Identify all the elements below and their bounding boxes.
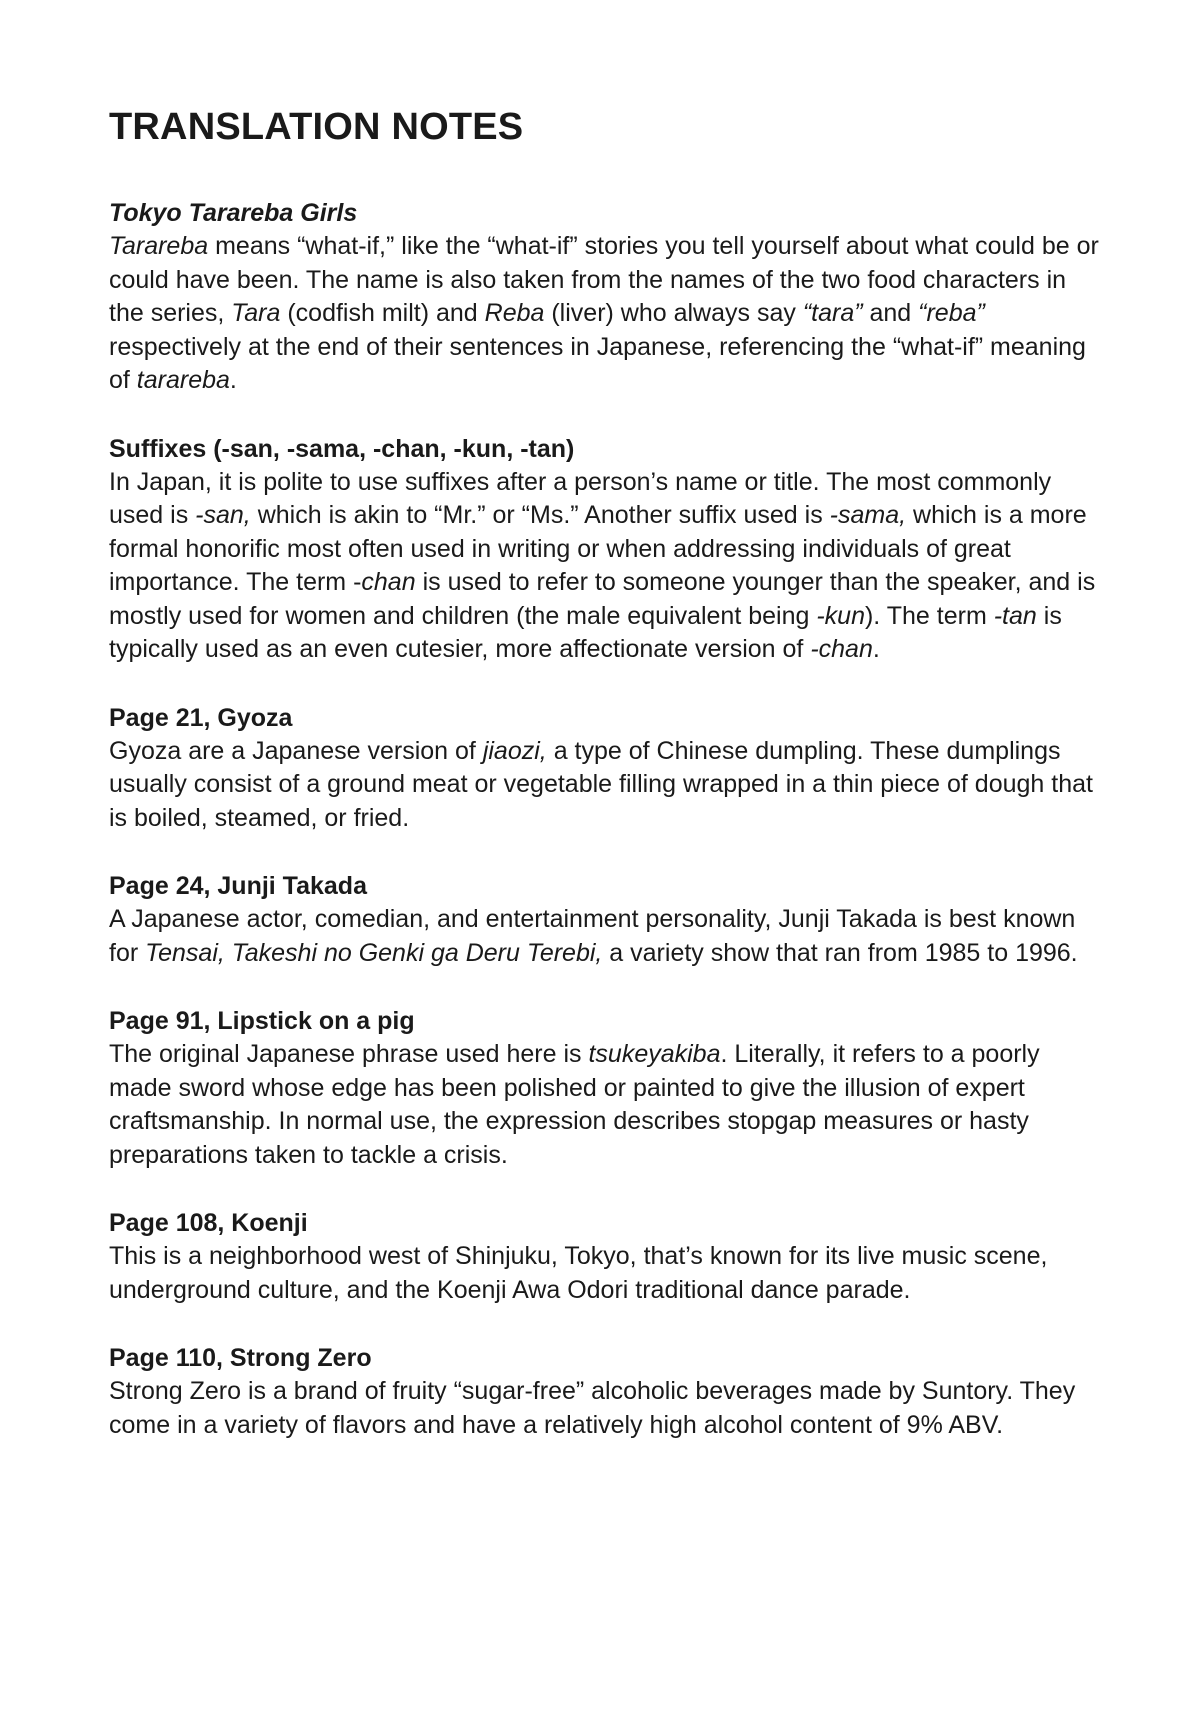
note-text: .	[229, 366, 237, 394]
note-text: which is akin to “Mr.” or “Ms.” Another suffix used is	[250, 501, 830, 529]
translation-note	[109, 1207, 1104, 1307]
note-text: Strong Zero is a brand of fruity “sugar-free” alcoholic beverages made by Suntory. They come in a variety of flavors and have a relatively high alcohol content of 9% ABV.	[109, 1377, 1076, 1439]
note-text: The original Japanese phrase used here is	[109, 1040, 589, 1068]
note-text: A Japanese actor, comedian, and entertainment personality, Junji Takada is best known for	[109, 905, 1076, 967]
note-text: which is a more formal honorific most often used in writing or when addressing individuals of great importance. The term -	[109, 501, 1087, 596]
note-heading: Page 110, Strong Zero	[109, 1344, 372, 1372]
note-body	[109, 903, 1104, 970]
note-term: -kun	[816, 601, 865, 630]
note-term: tsukeyakiba	[588, 1040, 721, 1068]
note-text: Gyoza are a Japanese version of	[109, 736, 483, 765]
note-term: -tan	[993, 601, 1037, 630]
translation-note	[109, 433, 1104, 667]
note-body	[109, 1240, 1104, 1307]
note-heading: Page 24, Junji Takada	[109, 872, 367, 900]
note-heading: Suffixes (-san, -sama, -chan, -kun, -tan)	[109, 434, 575, 463]
note-heading: Page 21, Gyoza	[109, 703, 293, 732]
note-term: “reba”	[918, 299, 985, 327]
note-text: is used to refer to someone younger than the speaker, and is mostly used for women and children (the male equivalent being	[109, 568, 1096, 630]
note-text: (codfish milt) and	[280, 299, 485, 327]
note-text: a type of Chinese dumpling. These dumplings usually consist of a ground meat or vegetable filling wrapped in a thin piece of dough that is boiled, steamed, or fried.	[109, 736, 1093, 832]
notes-list	[109, 197, 1104, 1442]
translation-note	[109, 1005, 1104, 1172]
note-text: ). The term	[864, 601, 994, 630]
note-text: (liver) who always say	[544, 299, 803, 327]
note-term: Reba	[484, 299, 545, 327]
translation-note	[109, 702, 1104, 836]
note-term: jiaozi,	[482, 736, 547, 765]
note-body	[109, 1038, 1104, 1172]
note-term: tarareba	[136, 366, 230, 394]
note-text: In Japan, it is polite to use suffixes after a person’s name or title. The most commonly used is	[109, 467, 1052, 529]
translation-note	[109, 870, 1104, 970]
page-title: TRANSLATION NOTES	[109, 106, 524, 148]
translation-note	[109, 1342, 1104, 1442]
note-heading: Page 91, Lipstick on a pig	[109, 1007, 415, 1035]
note-body	[109, 230, 1104, 398]
note-term: chan	[361, 568, 416, 596]
note-term: “tara”	[802, 299, 863, 327]
note-term: Tarareba	[109, 232, 209, 260]
note-text: and	[862, 299, 919, 327]
note-text: respectively at the end of their sentences in Japanese, referencing the “what-if” meaning of	[109, 332, 1086, 394]
note-text: This is a neighborhood west of Shinjuku, Tokyo, that’s known for its live music scene, underground culture, and the Koenji Awa Odori traditional dance parade.	[109, 1242, 1048, 1304]
note-text: . Literally, it refers to a poorly made sword whose edge has been polished or painted to give the illusion of expert craftsmanship. In normal use, the expression describes stopgap measures or hasty preparations taken to tackle a crisis.	[109, 1040, 1040, 1169]
note-term: -san,	[195, 501, 251, 529]
note-text: .	[872, 635, 880, 663]
note-text: means “what-if,” like the “what-if” stories you tell yourself about what could be or could have been. The name is also taken from the names of the two food characters in the series,	[109, 232, 1099, 327]
note-body	[109, 1375, 1104, 1442]
translation-note	[109, 197, 1104, 398]
note-term: -chan	[810, 635, 873, 663]
note-heading: Page 108, Koenji	[109, 1209, 308, 1237]
note-body	[109, 735, 1104, 836]
note-term: Tensai, Takeshi no Genki ga Deru Terebi,	[145, 938, 603, 967]
note-term: -sama,	[829, 501, 907, 529]
note-text: a variety show that ran from 1985 to 1996.	[602, 938, 1078, 967]
note-heading: Tokyo Tarareba Girls	[109, 199, 358, 227]
note-term: Tara	[231, 299, 281, 327]
note-body	[109, 466, 1104, 667]
note-text: is typically used as an even cutesier, more affectionate version of	[109, 601, 1062, 663]
